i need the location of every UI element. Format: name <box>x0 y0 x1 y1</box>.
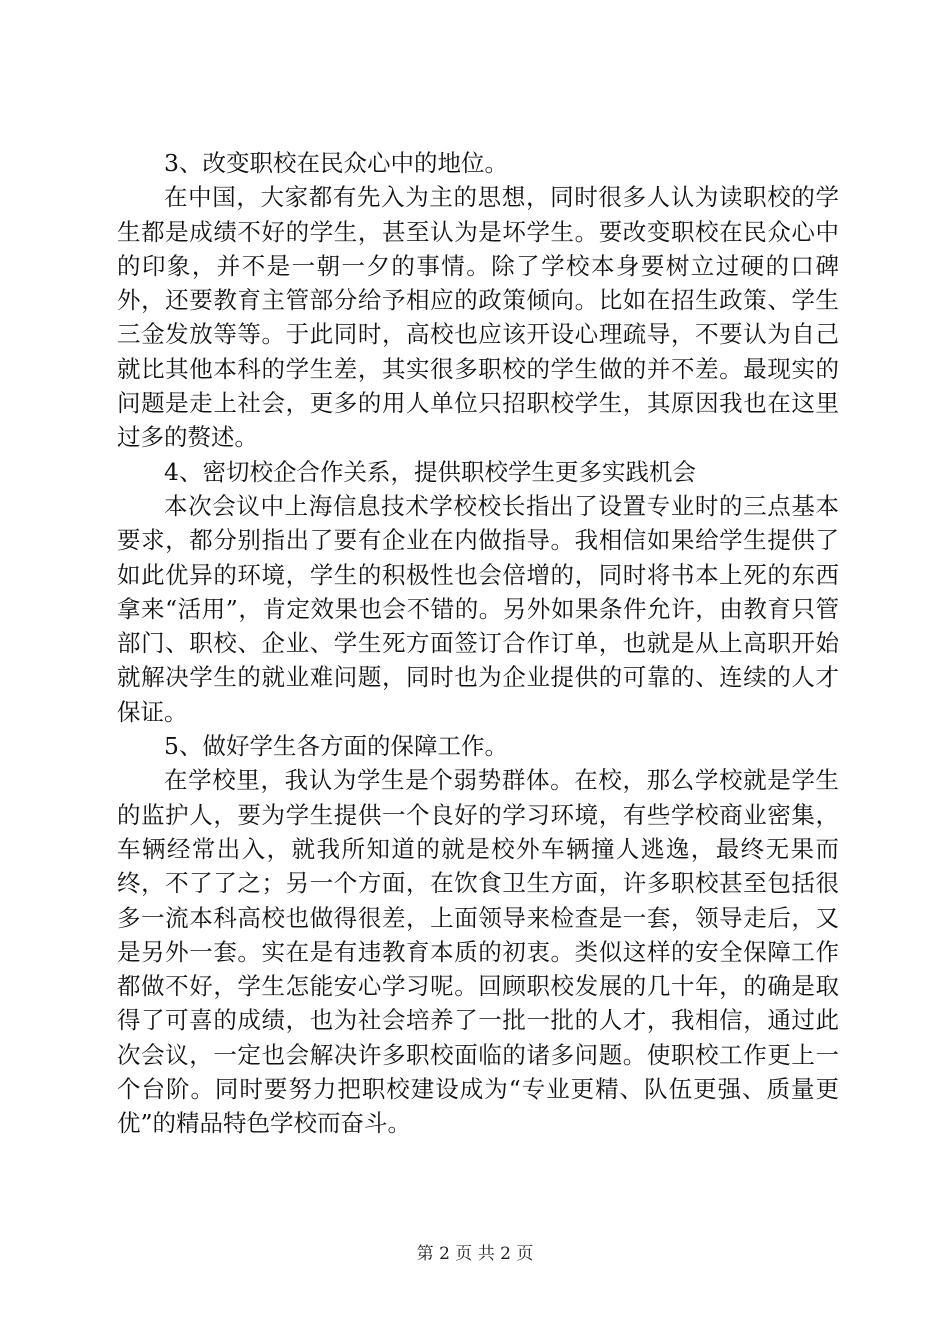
page-number-footer: 第 2 页 共 2 页 <box>416 1244 534 1264</box>
section-5-heading: 5、做好学生各方面的保障工作。 <box>164 732 508 761</box>
document-body <box>117 146 839 1141</box>
section-3-body: 在中国，大家都有先入为主的思想，同时很多人认为读职校的学生都是成绩不好的学生，甚至认为是坏学生。要改变职校在民众心中的印象，并不是一朝一夕的事情。除了学校本身要树立过硬的口碑外，还要教育主管部分给予相应的政策倾向。比如在招生政策、学生三金发放等等。于此同时，高校也应该开设心理疏导，不要认为自己就比其他本科的学生差，其实很多职校的学生做的并不差。最现实的问题是走上社会，更多的用人单位只招职校学生，其原因我也在这里过多的赘述。 <box>117 183 839 452</box>
section-5-body: 在学校里，我认为学生是个弱势群体。在校，那么学校就是学生的监护人，要为学生提供一个良好的学习环境，有些学校商业密集，车辆经常出入，就我所知道的就是校外车辆撞人逃逸，最终无果而终，不了了之；另一个方面，在饮食卫生方面，许多职校甚至包括很多一流本科高校也做得很差，上面领导来检查是一套，领导走后，又是另外一套。实在是有违教育本质的初衷。类似这样的安全保障工作都做不好，学生怎能安心学习呢。回顾职校发展的几十年，的确是取得了可喜的成绩，也为社会培养了一批一批的人才，我相信，通过此次会议，一定也会解决许多职校面临的诸多问题。使职校工作更上一个台阶。同时要努力把职校建设成为“专业更精、队伍更强、质量更优”的精品特色学校而奋斗。 <box>117 766 839 1138</box>
section-3-heading: 3、改变职校在民众心中的地位。 <box>164 149 508 177</box>
section-4-heading: 4、密切校企合作关系，提供职校学生更多实践机会 <box>164 457 696 486</box>
section-4-body: 本次会议中上海信息技术学校校长指出了设置专业时的三点基本要求，都分别指出了要有企业在内做指导。我相信如果给学生提供了如此优异的环境，学生的积极性也会倍增的，同时将书本上死的东西拿来“活用”，肯定效果也会不错的。另外如果条件允许，由教育只管部门、职校、企业、学生死方面签订合作订单，也就是从上高职开始就解决学生的就业难问题，同时也为企业提供的可靠的、连续的人才保证。 <box>117 491 839 726</box>
